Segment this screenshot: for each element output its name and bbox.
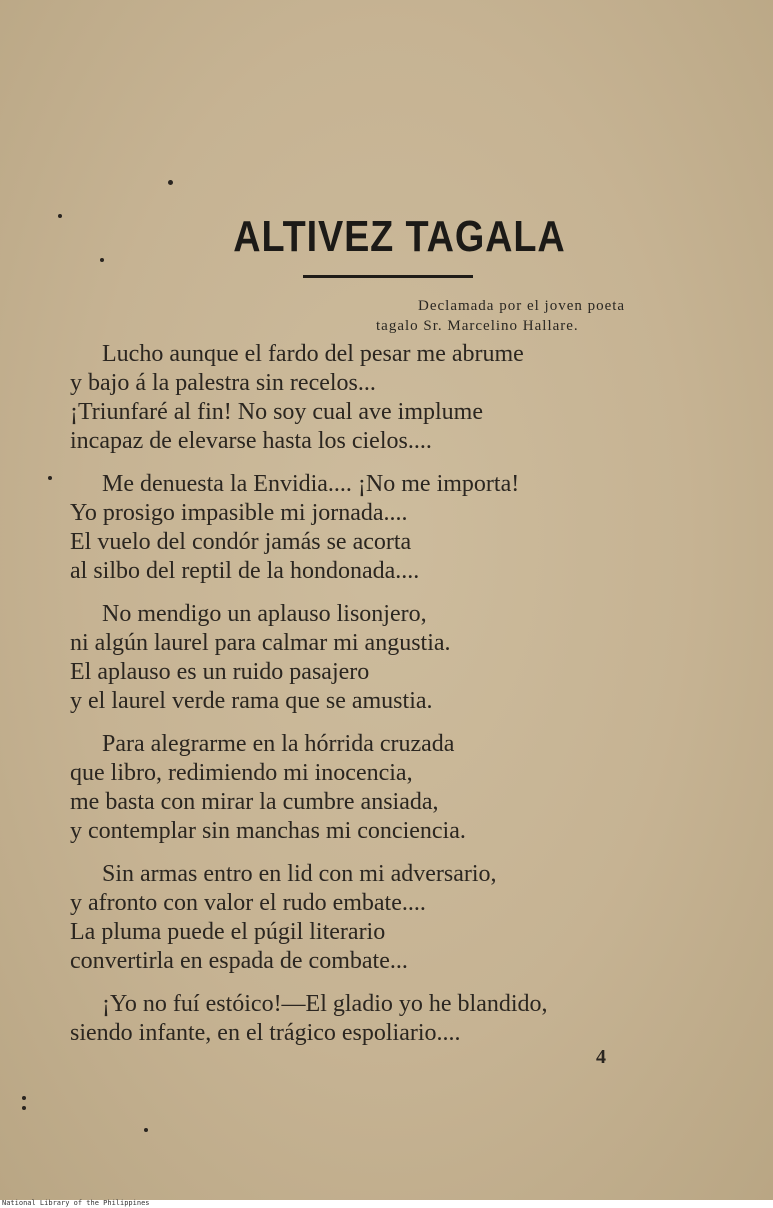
subtitle-line: Declamada por el joven poeta (418, 298, 626, 314)
poem-body (70, 340, 710, 1062)
poem-line: Para alegrarme en la hórrida cruzada (102, 731, 455, 757)
poem-line: que libro, redimiendo mi inocencia, (70, 760, 413, 786)
stanza (70, 730, 710, 846)
poem-line: me basta con mirar la cumbre ansiada, (70, 789, 439, 815)
poem-line: Lucho aunque el fardo del pesar me abrume (102, 341, 524, 367)
poem-line: No mendigo un aplauso lisonjero, (102, 601, 427, 627)
poem-line: Me denuesta la Envidia.... ¡No me importa! (102, 471, 520, 497)
poem-line: ¡Yo no fuí estóico!—El gladio yo he blandido, (102, 991, 548, 1017)
ink-speck (144, 1128, 148, 1132)
ink-speck (22, 1106, 26, 1110)
poem-line: ¡Triunfaré al fin! No soy cual ave implume (70, 399, 484, 425)
poem-title: ALTIVEZ TAGALA (233, 212, 566, 261)
poem-line: El aplauso es un ruido pasajero (70, 659, 370, 685)
stanza (70, 600, 710, 716)
stanza (70, 990, 710, 1048)
subtitle-line: tagalo Sr. Marcelino Hallare. (376, 318, 579, 334)
poem-line: ni algún laurel para calmar mi angustia. (70, 630, 451, 656)
poem-line: y bajo á la palestra sin recelos... (70, 370, 376, 396)
poem-line: La pluma puede el púgil literario (70, 919, 386, 945)
ink-speck (48, 476, 52, 480)
poem-line: Sin armas entro en lid con mi adversario, (102, 861, 497, 887)
stanza (70, 470, 710, 586)
title-underline (303, 275, 473, 278)
poem-line: y afronto con valor el rudo embate.... (70, 890, 426, 916)
poem-line: convertirla en espada de combate... (70, 948, 408, 974)
poem-line: al silbo del reptil de la hondonada.... (70, 558, 420, 584)
poem-line: y contemplar sin manchas mi conciencia. (70, 818, 466, 844)
ink-speck (168, 180, 173, 185)
page-number: 4 (596, 1046, 606, 1068)
poem-line: incapaz de elevarse hasta los cielos.... (70, 428, 432, 454)
poem-line: siendo infante, en el trágico espoliario.... (70, 1020, 461, 1046)
poem-subtitle (330, 296, 750, 336)
poem-line: Yo prosigo impasible mi jornada.... (70, 500, 408, 526)
footer-credit: National Library of the Philippines (2, 1199, 150, 1207)
poem-line: El vuelo del condór jamás se acorta (70, 529, 412, 555)
poem-line: y el laurel verde rama que se amustia. (70, 688, 433, 714)
stanza (70, 860, 710, 976)
ink-speck (22, 1096, 26, 1100)
stanza (70, 340, 710, 456)
